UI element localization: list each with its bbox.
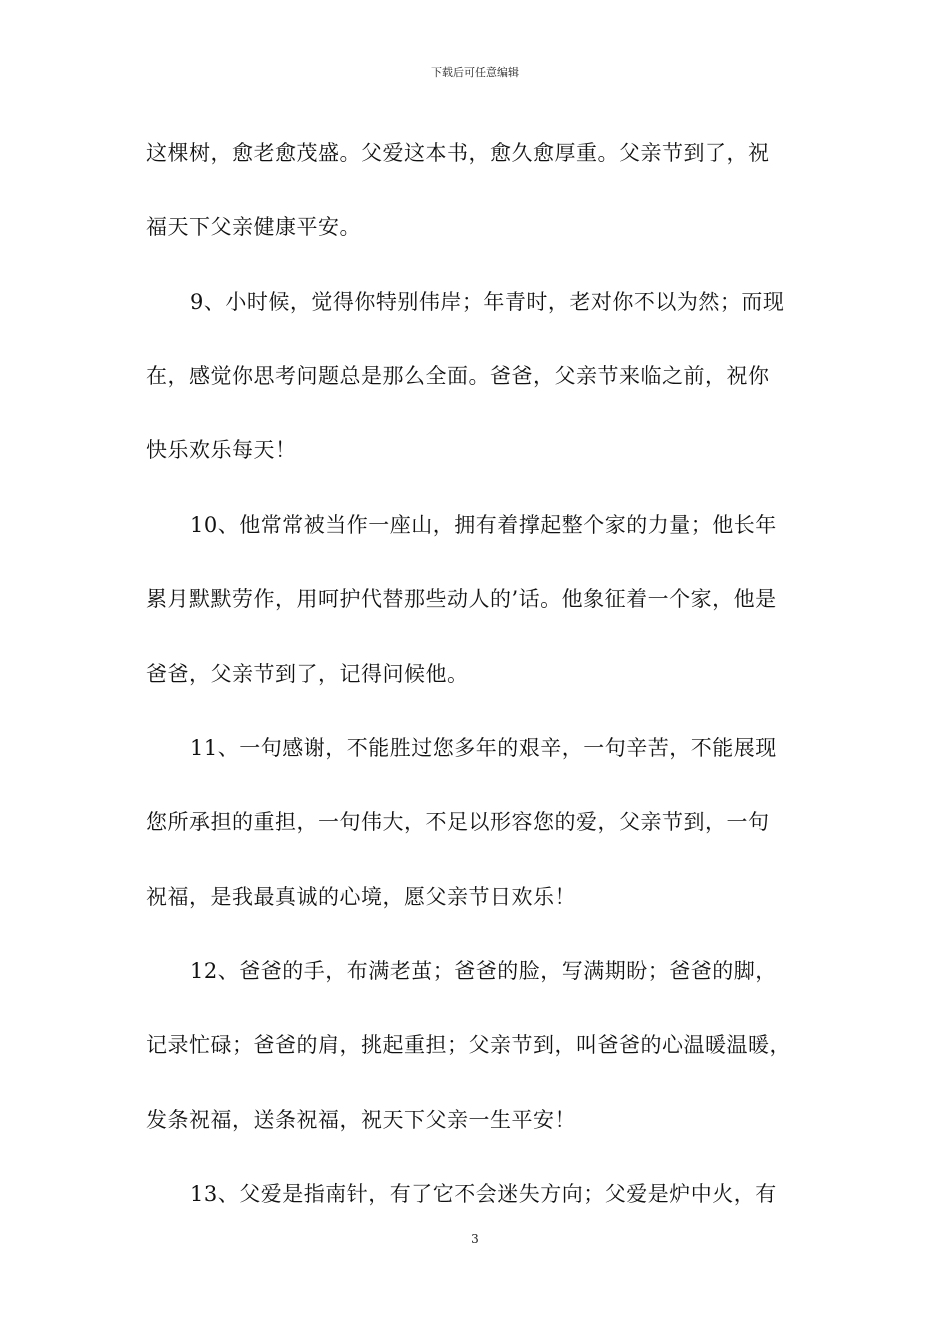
text-line: 福天下父亲健康平安。 [146,215,361,239]
page-number: 3 [471,1232,479,1246]
page-header: 下载后可任意编辑 [431,66,519,79]
text-line: 记录忙碌；爸爸的肩，挑起重担；父亲节到，叫爸爸的心温暖温暖， [146,1033,791,1057]
text-line: 11、一句感谢，不能胜过您多年的艰辛，一句辛苦，不能展现 [190,736,777,760]
text-line: 您所承担的重担，一句伟大，不足以形容您的爱，父亲节到，一句 [146,810,770,834]
text-line: 累月默默劳作，用呵护代替那些动人的’话。他象征着一个家，他是 [146,587,777,611]
text-line: 快乐欢乐每天！ [146,438,297,462]
text-line: 爸爸，父亲节到了，记得问候他。 [146,662,469,686]
text-line: 这棵树，愈老愈茂盛。父爱这本书，愈久愈厚重。父亲节到了，祝 [146,141,770,165]
text-line: 12、爸爸的手，布满老茧；爸爸的脸，写满期盼；爸爸的脚， [190,959,777,983]
text-line: 10、他常常被当作一座山，拥有着撑起整个家的力量；他长年 [190,513,777,537]
text-line: 9、小时候，觉得你特别伟岸；年青时，老对你不以为然；而现 [190,290,785,314]
text-line: 13、父爱是指南针，有了它不会迷失方向；父爱是炉中火，有 [190,1182,777,1206]
text-line: 在，感觉你思考问题总是那么全面。爸爸，父亲节来临之前，祝你 [146,364,770,388]
text-line: 祝福，是我最真诚的心境，愿父亲节日欢乐！ [146,885,576,909]
text-line: 发条祝福，送条祝福，祝天下父亲一生平安！ [146,1108,576,1132]
